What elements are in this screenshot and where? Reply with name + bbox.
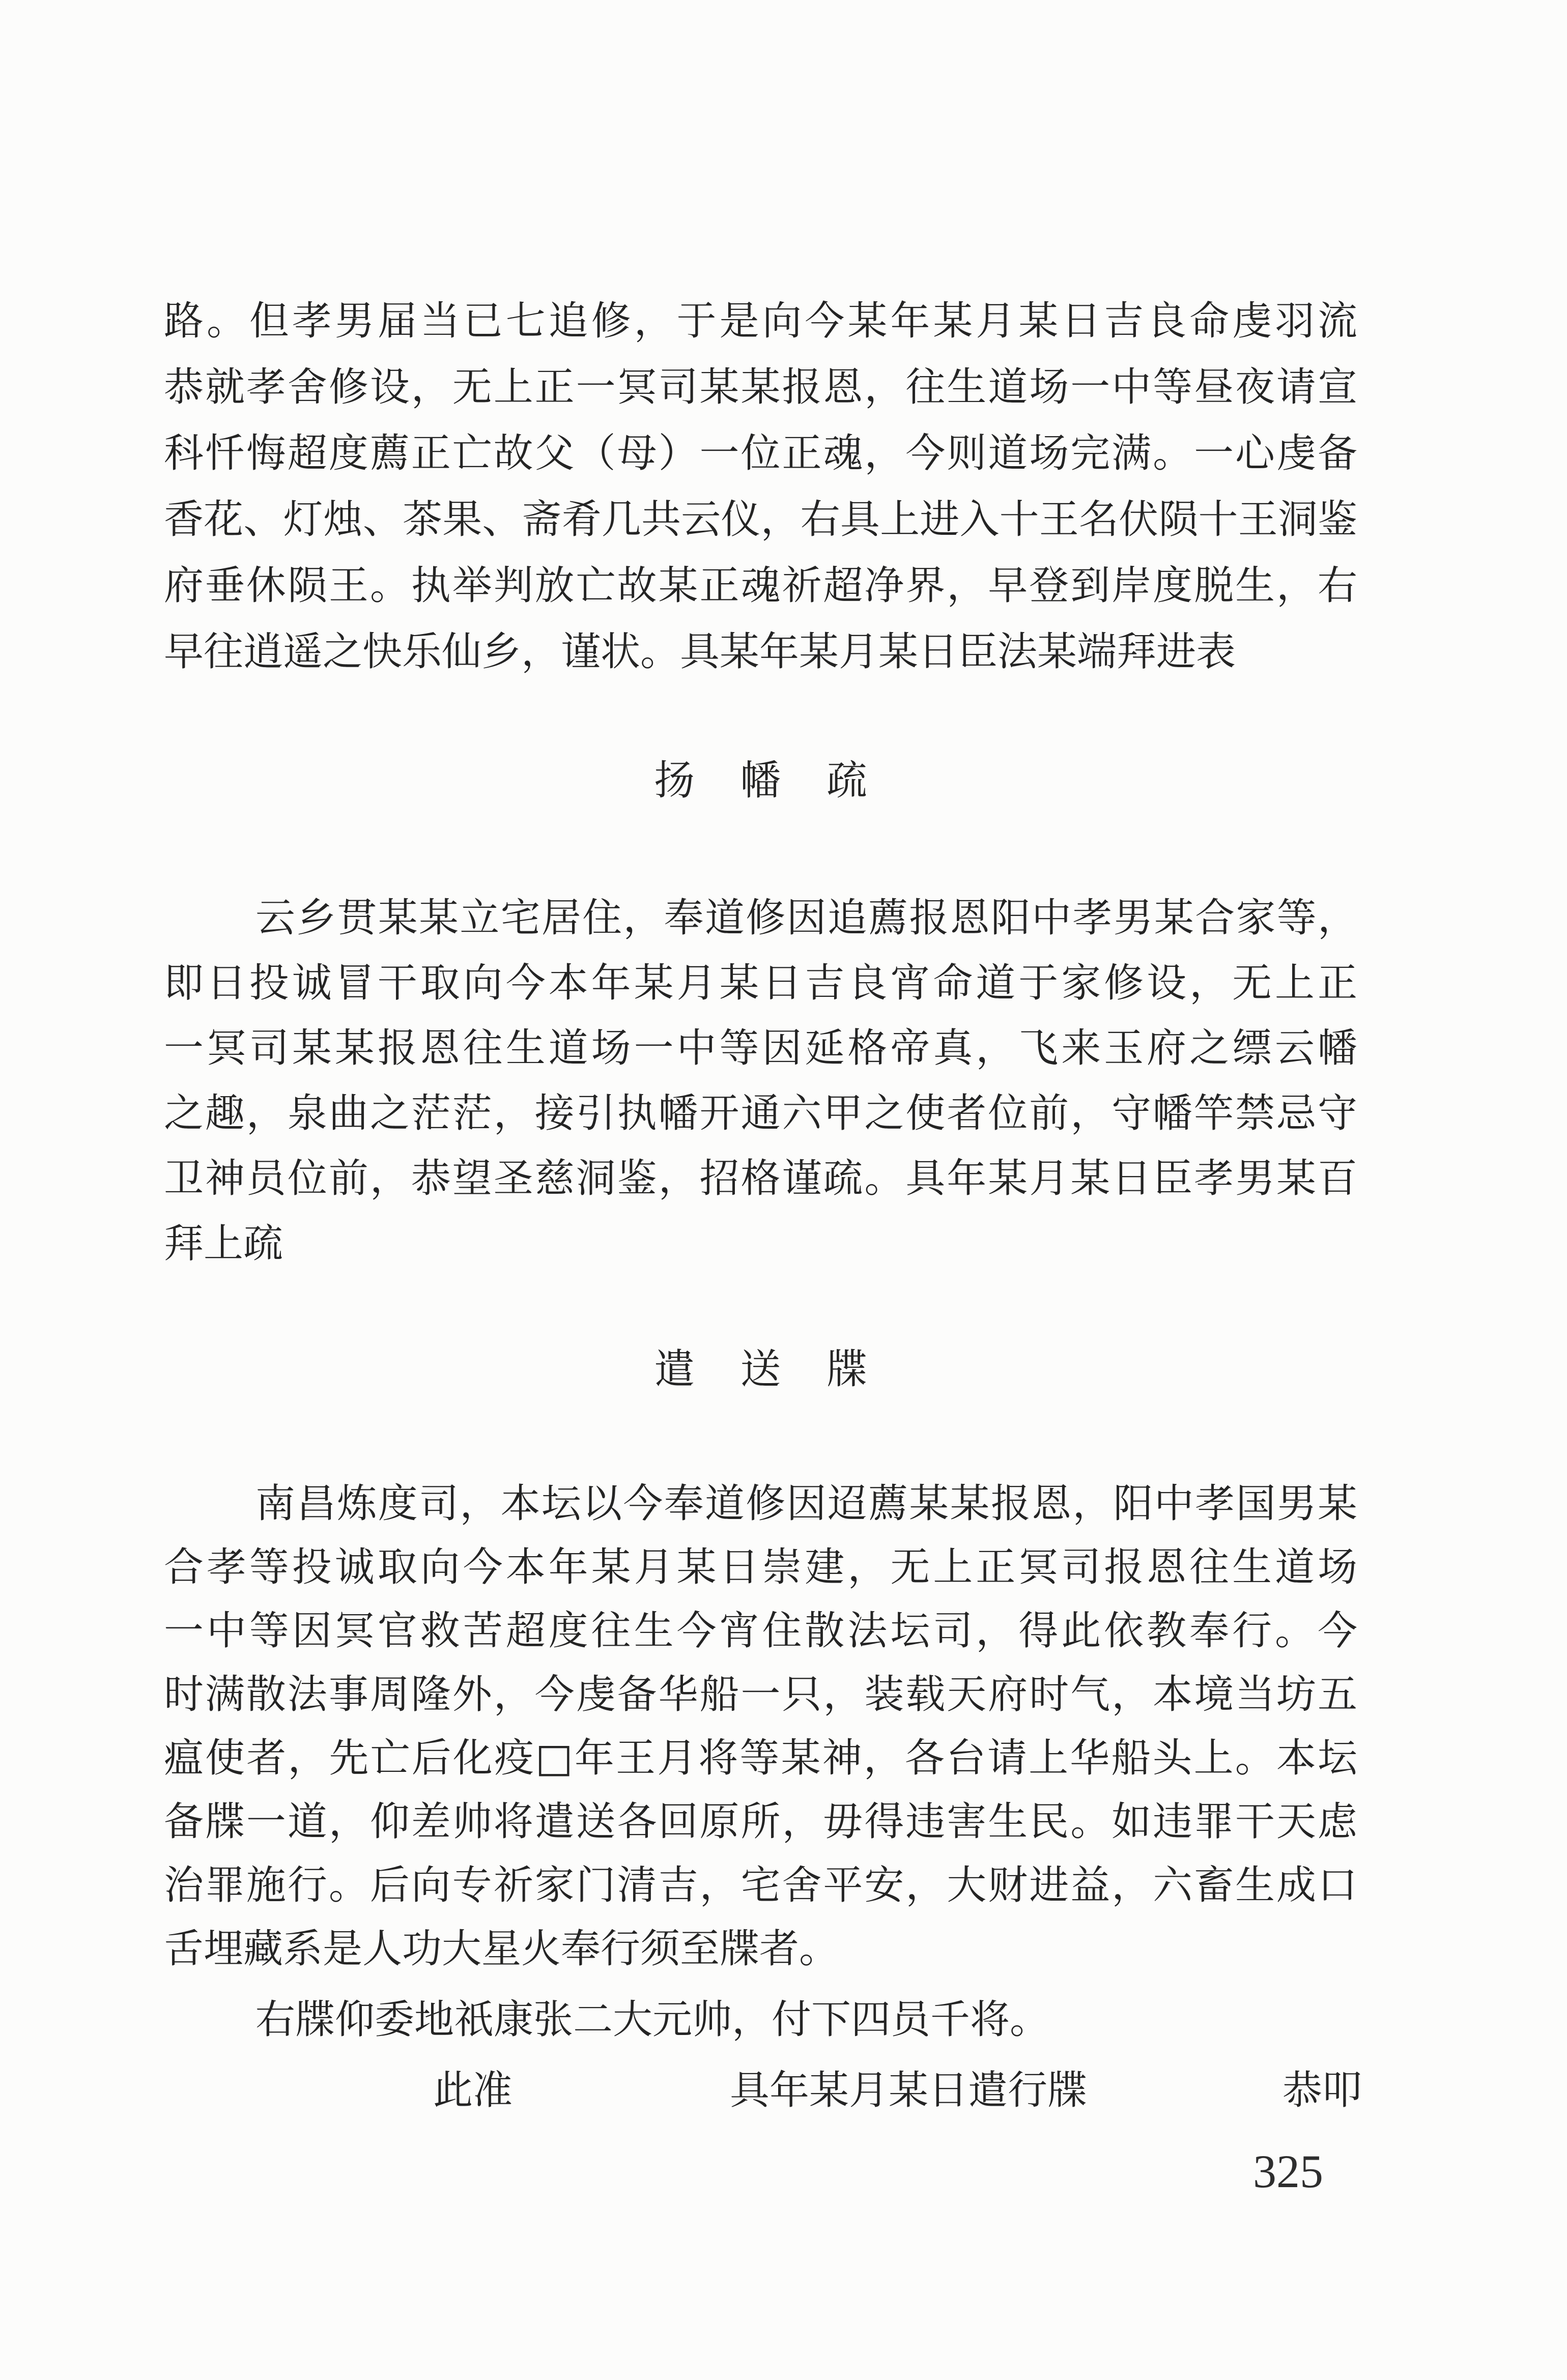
text-line: 即日投诚冒干取向今本年某月某日吉良宵命道于家修设，无上正 bbox=[164, 960, 1357, 1006]
text-line: 香花、灯烛、茶果、斋肴几共云仪，右具上进入十王名伏陨十王洞鉴 bbox=[164, 497, 1357, 542]
text-line: 备牒一道，仰差帅将遣送各回原所，毋得违害生民。如违罪干天虑 bbox=[164, 1799, 1357, 1845]
text-line: 恭就孝舍修设，无上正一冥司某某报恩，往生道场一中等昼夜请宣 bbox=[164, 364, 1357, 410]
signoff-approval: 此准 bbox=[433, 2068, 513, 2113]
text-line: 云乡贯某某立宅居住，奉道修因追薦报恩阳中孝男某合家等， bbox=[255, 895, 1357, 941]
text-line: 一中等因冥官救苦超度往生今宵住散法坛司，得此依教奉行。今 bbox=[164, 1608, 1357, 1654]
paragraph bbox=[164, 885, 1357, 1276]
text-line: 早往逍遥之快乐仙乡，谨状。具某年某月某日臣法某端拜进表 bbox=[164, 629, 1236, 675]
text-line: 治罪施行。后向专祈家门清吉，宅舍平安，大财进益，六畜生成口 bbox=[164, 1862, 1357, 1908]
text-line: 瘟使者，先亡后化疫□年王月将等某神，各台请上华船头上。本坛 bbox=[164, 1735, 1357, 1781]
text-line: 府垂休陨王。执举判放亡故某正魂祈超净界，早登到岸度脱生，右 bbox=[164, 563, 1357, 609]
text-line: 一冥司某某报恩往生道场一中等因延格帝真，飞来玉府之缥云幡 bbox=[164, 1025, 1357, 1071]
section-title: 遣 送 牒 bbox=[654, 1345, 867, 1393]
text-line: 合孝等投诚取向今本年某月某日崇建，无上正冥司报恩往生道场 bbox=[164, 1544, 1357, 1590]
text-line: 科忏悔超度薦正亡故父（母）一位正魂，今则道场完满。一心虔备 bbox=[164, 431, 1357, 476]
text-line: 卫神员位前，恭望圣慈洞鉴，招格谨疏。具年某月某日臣孝男某百 bbox=[164, 1156, 1357, 1201]
text-line: 之趣，泉曲之茫茫，接引执幡开通六甲之使者位前，守幡竿禁忌守 bbox=[164, 1091, 1357, 1136]
signoff-salutation: 恭叩 bbox=[1283, 2068, 1362, 2113]
text-line: 拜上疏 bbox=[164, 1221, 283, 1267]
section-title: 扬 幡 疏 bbox=[654, 757, 867, 804]
text-line: 南昌炼度司，本坛以今奉道修因迢薦某某报恩，阳中孝国男某 bbox=[255, 1481, 1357, 1527]
closing-paragraph bbox=[164, 1988, 1357, 2052]
paragraph bbox=[164, 1472, 1357, 1981]
paragraph-continued bbox=[164, 288, 1357, 685]
text-line: 右牒仰委地祇康张二大元帅，付下四员千将。 bbox=[255, 1997, 1050, 2043]
text-line: 路。但孝男届当已七追修，于是向今某年某月某日吉良命虔羽流 bbox=[164, 298, 1357, 344]
text-line: 时满散法事周隆外，今虔备华船一只，装载天府时气，本境当坊五 bbox=[164, 1672, 1357, 1717]
page-number: 325 bbox=[1253, 2145, 1323, 2197]
text-line: 舌埋藏系是人功大星火奉行须至牒者。 bbox=[164, 1926, 839, 1972]
signoff-date: 具年某月某日遣行牒 bbox=[730, 2068, 1088, 2113]
signoff-line bbox=[164, 2059, 1362, 2123]
